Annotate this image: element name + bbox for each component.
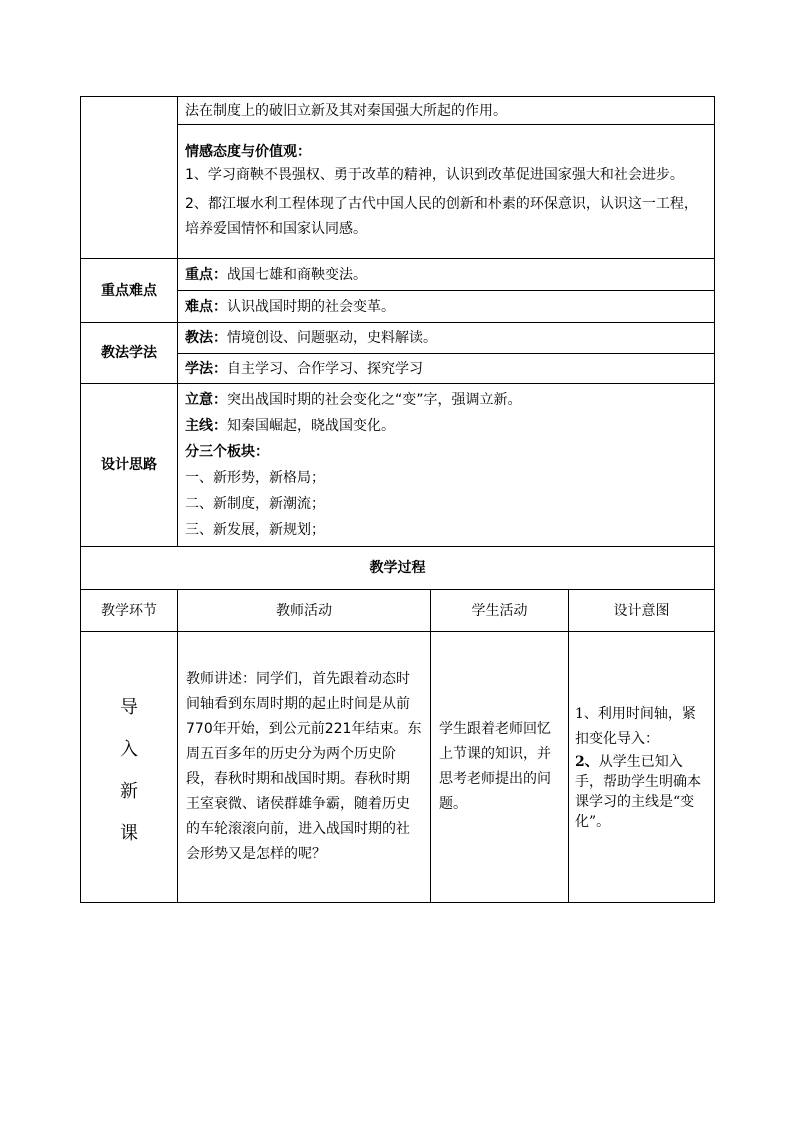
stage-cell	[81, 632, 178, 903]
intent-item-1: 1、利用时间轴，紧扣变化导入：	[575, 706, 696, 747]
emotion-item-1: 1、学习商鞅不畏强权、勇于改革的精神，认识到改革促进国家强大和社会进步。	[185, 167, 684, 183]
main-text: 知秦国崛起，晓战国变化。	[227, 418, 395, 434]
learn-method-cell	[178, 354, 715, 384]
teach-tag: 教法：	[185, 330, 227, 346]
design-main	[185, 413, 707, 439]
focus-text: 战国七雄和商鞅变法。	[227, 266, 367, 283]
emotion-cell	[178, 125, 715, 259]
design-label: 设计思路	[81, 384, 178, 547]
key-points-label: 重点难点	[81, 259, 178, 323]
intent-2-text: 从学生已知入手，帮助学生明确本课学习的主线是“变化”。	[575, 754, 701, 830]
block-3: 三、新发展，新规划；	[185, 522, 325, 538]
process-title: 教学过程	[81, 547, 715, 590]
focus-cell	[178, 259, 715, 291]
goal-row	[81, 97, 715, 125]
teacher-activity: 教师讲述：同学们，首先跟着动态时间轴看到东周时期的起止时间是从前770年开始，到公元前221年结束。东周五百多年的历史分为两个历史阶段，春秋时期和战国时期。春秋时期王室衰微、诸侯群雄争霸，随着历史的车轮滚滚向前，进入战国时期的社会形势又是怎样的呢？	[178, 632, 431, 903]
focus-row	[81, 259, 715, 291]
teach-method-cell	[178, 323, 715, 354]
goal-tail-text: 法在制度上的破旧立新及其对秦国强大所起的作用。	[178, 97, 715, 125]
stage-char-4: 课	[120, 823, 138, 844]
focus-tag: 重点：	[185, 266, 227, 283]
header-teacher: 教师活动	[178, 590, 431, 632]
blocks-heading: 分三个板块：	[185, 444, 269, 460]
header-student: 学生活动	[431, 590, 569, 632]
emotion-heading: 情感态度与价值观：	[185, 144, 311, 160]
student-activity: 学生跟着老师回忆上节课的知识，并思考老师提出的问题。	[431, 632, 569, 903]
process-header-row	[81, 590, 715, 632]
header-stage: 教学环节	[81, 590, 178, 632]
emotion-item-2: 2、都江堰水利工程体现了古代中国人民的创新和朴素的环保意识，认识这一工程，培养爱国情怀和国家认同感。	[185, 196, 698, 237]
design-idea	[185, 387, 707, 413]
design-intent	[569, 632, 715, 903]
design-row	[81, 384, 715, 547]
design-cell	[178, 384, 715, 547]
stage-char-2: 入	[120, 739, 138, 760]
lesson-plan-table	[80, 96, 715, 903]
header-intent: 设计意图	[569, 590, 715, 632]
intent-item-2	[575, 752, 708, 832]
stage-char-3: 新	[120, 781, 138, 802]
process-content-row	[81, 632, 715, 903]
idea-tag: 立意：	[185, 392, 227, 408]
intent-2-number: 2、	[575, 754, 599, 770]
difficulty-text: 认识战国时期的社会变革。	[227, 298, 395, 315]
idea-text: 突出战国时期的社会变化之“变”字，强调立新。	[227, 392, 522, 408]
difficulty-cell	[178, 291, 715, 323]
learn-tag: 学法：	[185, 360, 227, 377]
block-2: 二、新制度，新潮流；	[185, 496, 325, 512]
difficulty-tag: 难点：	[185, 298, 227, 315]
main-tag: 主线：	[185, 418, 227, 434]
goal-label-cell	[81, 97, 178, 259]
learn-text: 自主学习、合作学习、探究学习	[227, 360, 423, 377]
process-title-row	[81, 547, 715, 590]
teach-text: 情境创设、问题驱动，史料解读。	[227, 330, 437, 346]
lesson-plan-table-wrapper	[80, 96, 714, 903]
methods-label: 教法学法	[81, 323, 178, 384]
teach-method-row	[81, 323, 715, 354]
block-1: 一、新形势，新格局；	[185, 470, 325, 486]
stage-char-1: 导	[120, 697, 138, 718]
